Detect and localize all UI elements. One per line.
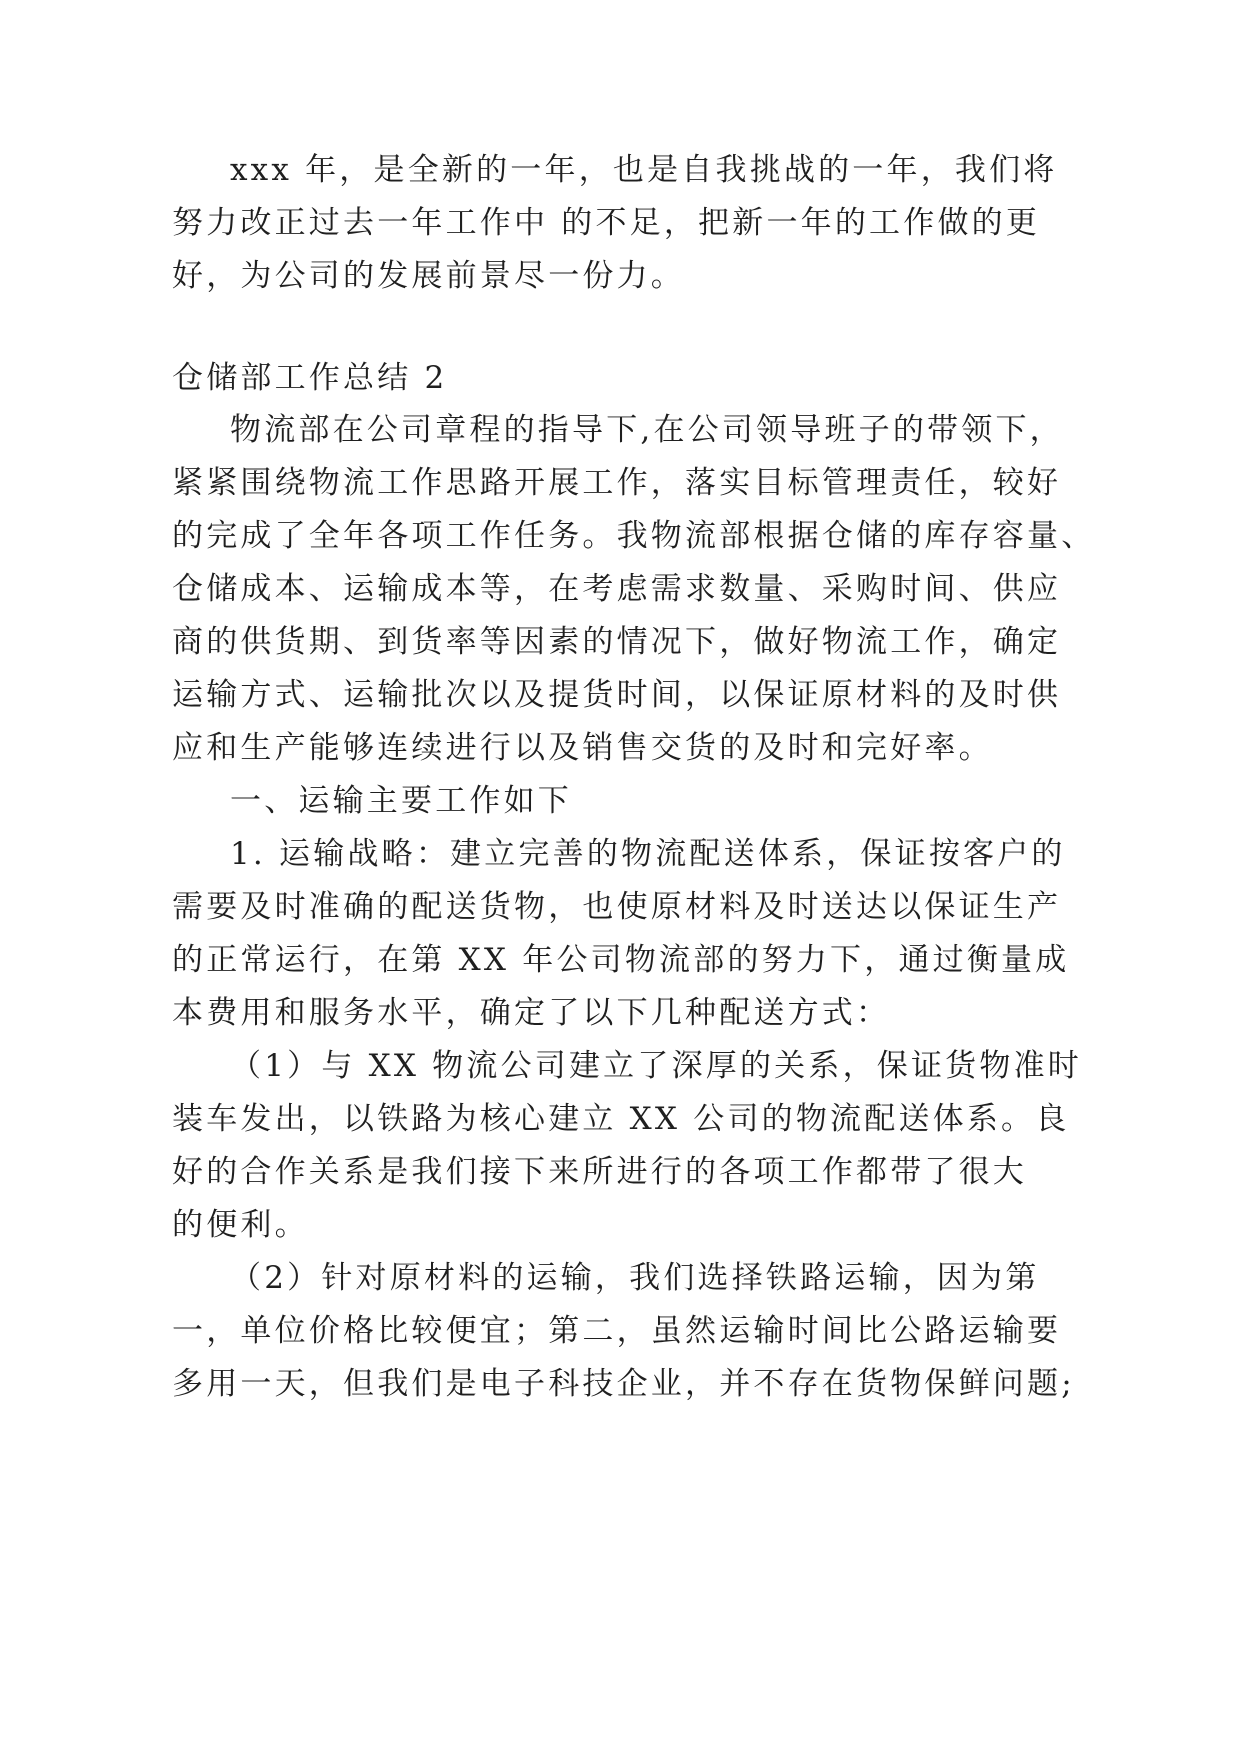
strategy-line-4: 本费用和服务水平，确定了以下几种配送方式： — [172, 995, 891, 1031]
item1-line-2: 装车发出，以铁路为核心建立 XX 公司的物流配送体系。良 — [172, 1101, 1070, 1137]
logistics-line-2: 紧紧围绕物流工作思路开展工作，落实目标管理责任，较好 — [172, 465, 1062, 501]
item2-line-3: 多用一天，但我们是电子科技企业，并不存在货物保鲜问题; — [172, 1366, 1075, 1402]
intro-line-1: xxx 年，是全新的一年，也是自我挑战的一年，我们将 — [230, 152, 1058, 188]
item2-line-2: 一，单位价格比较便宜；第二，虽然运输时间比公路运输要 — [172, 1313, 1062, 1349]
logistics-line-6: 运输方式、运输批次以及提货时间，以保证原材料的及时供 — [172, 677, 1062, 713]
item2-line-1: （2）针对原材料的运输，我们选择铁路运输，因为第 — [230, 1260, 1040, 1296]
intro-line-3: 好，为公司的发展前景尽一份力。 — [172, 258, 685, 294]
logistics-line-1: 物流部在公司章程的指导下,在公司领导班子的带领下， — [230, 412, 1064, 448]
logistics-line-7: 应和生产能够连续进行以及销售交货的及时和完好率。 — [172, 730, 993, 766]
strategy-line-3: 的正常运行，在第 XX 年公司物流部的努力下，通过衡量成 — [172, 942, 1070, 978]
heading-transport: 一、运输主要工作如下 — [230, 783, 572, 819]
strategy-line-2: 需要及时准确的配送货物，也使原材料及时送达以保证生产 — [172, 889, 1062, 925]
logistics-line-5: 商的供货期、到货率等因素的情况下，做好物流工作，确定 — [172, 624, 1062, 660]
logistics-line-4: 仓储成本、运输成本等，在考虑需求数量、采购时间、供应 — [172, 571, 1062, 607]
logistics-line-3: 的完成了全年各项工作任务。我物流部根据仓储的库存容量、 — [172, 518, 1096, 554]
intro-line-2: 努力改正过去一年工作中 的不足，把新一年的工作做的更 — [172, 205, 1041, 241]
section-title: 仓储部工作总结 2 — [172, 360, 448, 396]
item1-line-4: 的便利。 — [172, 1207, 309, 1243]
item1-line-1: （1）与 XX 物流公司建立了深厚的关系，保证货物准时 — [230, 1048, 1082, 1084]
item1-line-3: 好的合作关系是我们接下来所进行的各项工作都带了很大 — [172, 1154, 1027, 1190]
strategy-line-1: 1. 运输战略：建立完善的物流配送体系，保证按客户的 — [230, 836, 1066, 872]
